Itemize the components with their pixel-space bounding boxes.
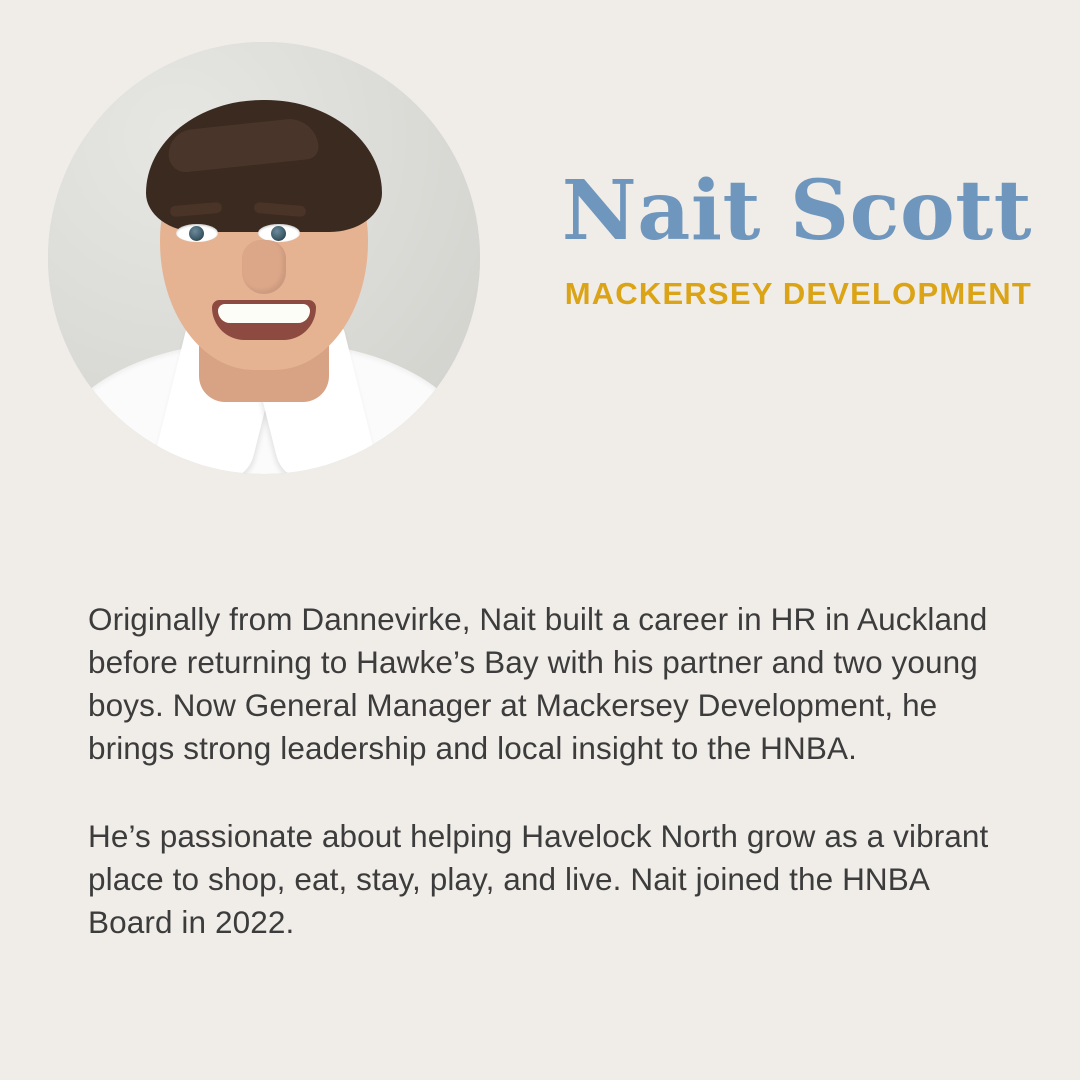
name-block [512,163,1032,312]
avatar [48,42,480,474]
bio-text [88,598,998,944]
portrait-nose [242,240,286,294]
portrait-teeth [218,304,310,323]
card-header [0,0,1080,500]
bio-paragraph: Originally from Dannevirke, Nait built a career in HR in Auckland before returning to Hawke’s Bay with his partner and two young boys. Now General Manager at Mackersey Development, he brings strong leadership and local insight to the HNBA. [88,601,988,767]
portrait-eye-left [176,224,218,242]
company-subtitle: MACKERSEY DEVELOPMENT [564,275,1032,311]
portrait-photo [48,42,480,474]
bio-paragraph: He’s passionate about helping Havelock North grow as a vibrant place to shop, eat, stay, play, and live. Nait joined the HNBA Board in 2022. [88,817,989,940]
page-title: Nait Scott [561,163,1032,259]
portrait-mouth [212,300,316,340]
